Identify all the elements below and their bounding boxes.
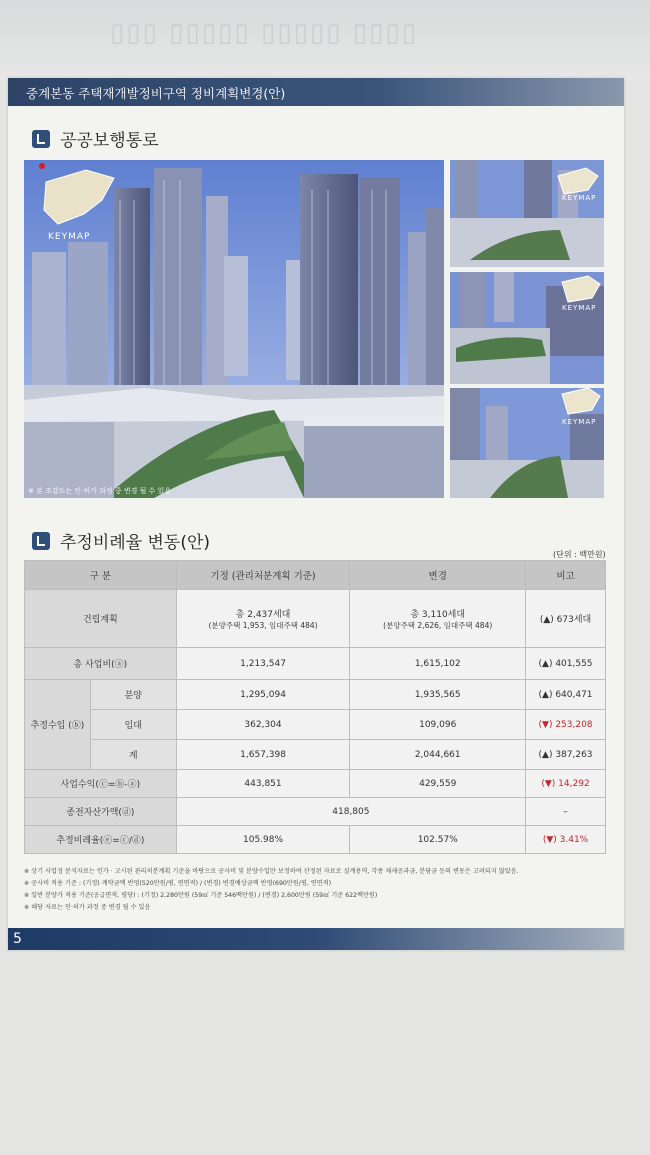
row-label: 총 사업비(ⓐ) bbox=[25, 648, 177, 680]
header-bar bbox=[8, 78, 624, 106]
cell-after: 1,615,102 bbox=[350, 648, 526, 680]
table-row bbox=[25, 826, 606, 854]
cell-note: (▲) 387,263 bbox=[526, 740, 606, 770]
side-image-1 bbox=[450, 160, 604, 267]
cell-after: 109,096 bbox=[350, 710, 526, 740]
table-row bbox=[25, 710, 606, 740]
row-label: 임대 bbox=[90, 710, 176, 740]
row-group-label: 추정수입 (ⓑ) bbox=[25, 680, 91, 770]
rendering-caption: ※ 본 조감도는 인·허가 과정 중 변경 될 수 있음 bbox=[28, 487, 172, 495]
row-label: 종전자산가액(ⓓ) bbox=[25, 798, 177, 826]
main-rendering bbox=[24, 160, 444, 498]
header-cell: 비고 bbox=[526, 561, 606, 590]
section-title-text: 공공보행통로 bbox=[60, 131, 159, 151]
cell-before: 1,213,547 bbox=[176, 648, 350, 680]
cell-after: 1,935,565 bbox=[350, 680, 526, 710]
section-title-walkway bbox=[32, 126, 159, 151]
table-row bbox=[25, 680, 606, 710]
cell-note: (▲) 640,471 bbox=[526, 680, 606, 710]
keymap-label: KEYMAP bbox=[48, 232, 91, 242]
plan-after-detail: (분양주택 2,626, 임대주택 484) bbox=[383, 620, 493, 630]
cell-before: 105.98% bbox=[176, 826, 350, 854]
plan-before-detail: (분양주택 1,953, 임대주택 484) bbox=[208, 620, 318, 630]
table-row bbox=[25, 770, 606, 798]
keymap-label: KEYMAP bbox=[562, 194, 597, 202]
building-rendering-image bbox=[24, 160, 444, 498]
section-icon bbox=[32, 130, 50, 148]
footnote: ※ 공사비 적용 기준 : (기정) 계약금액 반영(520만원/평, 연면적) / (변경) 변경예상금액 반영(690만원/평, 연면적) bbox=[24, 880, 332, 887]
footnote: ※ 해당 자료는 인·허가 과정 중 변경 될 수 있음 bbox=[24, 904, 151, 911]
cell-note: (▲) 673세대 bbox=[526, 590, 606, 648]
footer-bar bbox=[8, 928, 624, 950]
cell-before: 443,851 bbox=[176, 770, 350, 798]
cell-after bbox=[350, 590, 526, 648]
row-label: 추정비례율(ⓔ=ⓒ/ⓓ) bbox=[25, 826, 177, 854]
cell-before bbox=[176, 590, 350, 648]
bleed-through-text: ▯▯▯ ▯▯▯▯▯ ▯▯▯▯▯ ▯▯▯▯ bbox=[110, 18, 419, 48]
table-row bbox=[25, 648, 606, 680]
side-image-2 bbox=[450, 272, 604, 384]
plan-before-total: 총 2,437세대 bbox=[235, 609, 291, 620]
row-label: 건립계획 bbox=[25, 590, 177, 648]
cell-after: 429,559 bbox=[350, 770, 526, 798]
header-cell: 구 분 bbox=[25, 561, 177, 590]
side-rendering-3 bbox=[450, 388, 604, 498]
table-header-row bbox=[25, 561, 606, 590]
footnote: ※ 일반 분양가 적용 기준(공급면적, 평당) : (기정) 2,280만원 (59㎡ 기준 546백만원) / (변경) 2,600만원 (59㎡ 기준 622백만원) bbox=[24, 892, 378, 899]
document-title: 중계본동 주택재개발정비구역 정비계획변경(안) bbox=[26, 86, 286, 101]
section-title-text: 추정비례율 변동(안) bbox=[60, 533, 211, 553]
unit-label: (단위 : 백만원) bbox=[553, 550, 606, 559]
side-rendering-1 bbox=[450, 160, 604, 267]
table-row bbox=[25, 740, 606, 770]
row-label: 분양 bbox=[90, 680, 176, 710]
footnote: ※ 상기 사업성 분석자료는 인가 · 고시된 관리처분계획 기준을 바탕으로 공사비 및 분양수입만 보정하여 산정된 자료로 설계용역, 각종 제세공과금, 분담금 등의 변동은 고려되지 않았음. bbox=[24, 868, 519, 875]
cell-note: (▲) 401,555 bbox=[526, 648, 606, 680]
side-rendering-2 bbox=[450, 272, 604, 384]
row-label: 계 bbox=[90, 740, 176, 770]
page-number: 5 bbox=[13, 931, 22, 947]
cell-before: 362,304 bbox=[176, 710, 350, 740]
cell-note: (▼) 253,208 bbox=[526, 710, 606, 740]
row-label: 사업수익(ⓒ=ⓑ-ⓐ) bbox=[25, 770, 177, 798]
section-title-ratio bbox=[32, 528, 210, 553]
table-row bbox=[25, 798, 606, 826]
header-cell: 기정 (관리처분계획 기준) bbox=[176, 561, 350, 590]
plan-after-total: 총 3,110세대 bbox=[410, 609, 466, 620]
cell-before: 1,295,094 bbox=[176, 680, 350, 710]
cell-note: (▼) 14,292 bbox=[526, 770, 606, 798]
cell-after: 102.57% bbox=[350, 826, 526, 854]
header-cell: 변경 bbox=[350, 561, 526, 590]
keymap-label: KEYMAP bbox=[562, 418, 597, 426]
document-page bbox=[8, 78, 624, 950]
cell-note: (▼) 3.41% bbox=[526, 826, 606, 854]
cell-before: 1,657,398 bbox=[176, 740, 350, 770]
table-row bbox=[25, 590, 606, 648]
cell-note: – bbox=[526, 798, 606, 826]
side-image-3 bbox=[450, 388, 604, 498]
cell-after: 2,044,661 bbox=[350, 740, 526, 770]
keymap-label: KEYMAP bbox=[562, 304, 597, 312]
footnotes bbox=[24, 866, 614, 914]
section-icon bbox=[32, 532, 50, 550]
ratio-table bbox=[24, 560, 606, 854]
cell-merged: 418,805 bbox=[176, 798, 525, 826]
